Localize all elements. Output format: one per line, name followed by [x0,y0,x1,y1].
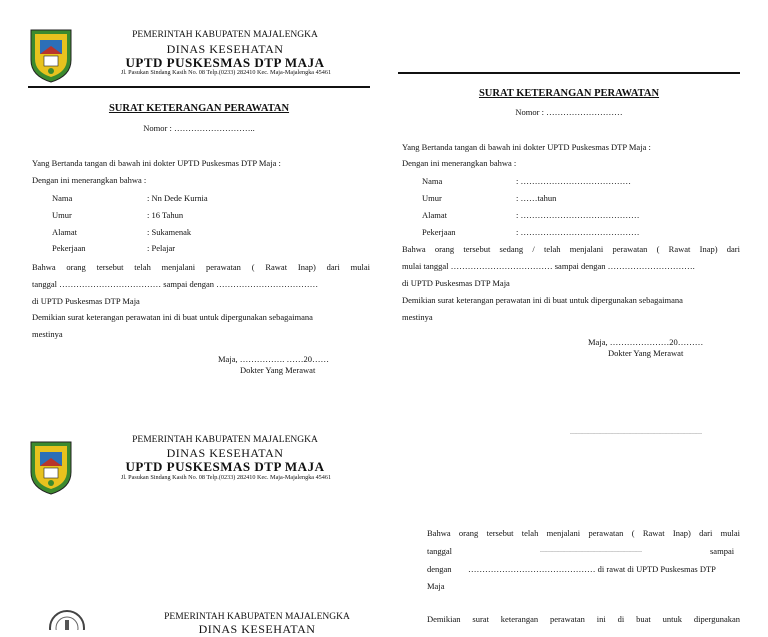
doc1-body-line: tanggal ……………………………… sampai dengan ……………………………… [32,279,319,289]
doc2-field-label: Nama [422,176,443,186]
doc2-closing-line: Demikian surat keterangan perawatan ini di buat untuk dipergunakan sebagaimana [402,295,683,305]
doc2-body-line: mulai tanggal ……………………………… sampai dengan …………………………. [402,261,695,271]
doc2-place-date: Maja, …………………20……… [588,337,704,347]
doc1-field-value: : Nn Dede Kurnia [147,193,208,203]
header2-gov: PEMERINTAH KABUPATEN MAJALENGKA [132,435,318,445]
doc2-field-value: : ……tahun [516,193,557,203]
doc3-body-line: Bahwa orang tersebut telah menjalani perawatan ( Rawat Inap) dari mulai [427,528,740,538]
doc2-menerangkan: Dengan ini menerangkan bahwa : [402,158,517,168]
doc1-closing-line: mestinya [32,329,63,339]
doc3-body-word: dengan [427,564,452,574]
header3-gov: PEMERINTAH KABUPATEN MAJALENGKA [164,612,350,622]
doc2-top-rule [398,72,740,74]
doc2-body-line: di UPTD Puskesmas DTP Maja [402,278,510,288]
header1-gov: PEMERINTAH KABUPATEN MAJALENGKA [132,30,318,40]
doc3-body-word: sampai [710,546,735,556]
doc1-body-line: di UPTD Puskesmas DTP Maja [32,296,140,306]
header2-address: Jl. Pasukan Sindang Kasih No. 08 Telp.(0233) 282410 Kec. Maja-Majalengka 45461 [120,474,332,481]
doc1-title: SURAT KETERANGAN PERAWATAN [108,103,290,114]
majalengka-logo [28,26,74,84]
header3-dinas: DINAS KESEHATAN [198,622,316,636]
doc3-dotline: ………………………………………………………… [570,430,702,436]
doc1-field-label: Nama [52,193,73,203]
doc1-field-label: Alamat [52,227,78,237]
doc1-signer: Dokter Yang Merawat [240,365,316,375]
doc3-body-dots: …………………………………………… [540,548,642,554]
majalengka-logo [28,438,74,496]
doc2-nomor: Nomor : ……………………… [515,107,623,117]
doc1-field-label: Umur [52,210,72,220]
doc1-intro: Yang Bertanda tangan di bawah ini dokter UPTD Puskesmas DTP Maja : [32,158,281,168]
doc3-body-line: ……………………………………… di rawat di UPTD Puskesmas DTP [468,564,716,574]
header1-rule [28,86,370,88]
doc1-field-label: Pekerjaan [52,243,86,253]
doc2-field-value: : ………………………………… [516,176,631,186]
doc1-closing-line: Demikian surat keterangan perawatan ini di buat untuk dipergunakan sebagaimana [32,312,313,322]
doc2-closing-line: mestinya [402,312,433,322]
doc2-title: SURAT KETERANGAN PERAWATAN [478,88,660,99]
doc1-body-line: Bahwa orang tersebut telah menjalani perawatan ( Rawat Inap) dari mulai [32,262,370,272]
doc1-field-value: : Sukamenak [147,227,192,237]
header1-address: Jl. Pasukan Sindang Kasih No. 08 Telp.(0233) 282410 Kec. Maja-Majalengka 45461 [120,69,332,76]
header1-dinas: DINAS KESEHATAN [166,42,284,56]
health-seal-logo [44,608,90,630]
doc2-field-label: Alamat [422,210,448,220]
header2-uptd: UPTD PUSKESMAS DTP MAJA [125,459,325,474]
doc1-field-value: : Pelajar [147,243,176,253]
doc3-body-word: tanggal [427,546,453,556]
doc2-signer: Dokter Yang Merawat [608,348,684,358]
doc1-menerangkan: Dengan ini menerangkan bahwa : [32,175,147,185]
doc1-nomor: Nomor : ……………………….. [143,123,255,133]
doc2-intro: Yang Bertanda tangan di bawah ini dokter UPTD Puskesmas DTP Maja : [402,142,651,152]
doc3-closing-line: Demikian surat keterangan perawatan ini di buat untuk dipergunakan [427,614,740,624]
doc2-field-value: : …………………………………… [516,227,640,237]
doc1-field-value: : 16 Tahun [147,210,184,220]
doc2-field-value: : …………………………………… [516,210,640,220]
doc1-place-date: Maja, ……………. ……20…… [218,354,329,364]
doc3-body-word: Maja [427,581,445,591]
doc2-field-label: Pekerjaan [422,227,456,237]
doc2-field-label: Umur [422,193,442,203]
header2-dinas: DINAS KESEHATAN [166,446,284,460]
doc2-body-line: Bahwa orang tersebut sedang / telah menjalani perawatan ( Rawat Inap) dari [402,244,740,254]
header1-uptd: UPTD PUSKESMAS DTP MAJA [125,55,325,70]
